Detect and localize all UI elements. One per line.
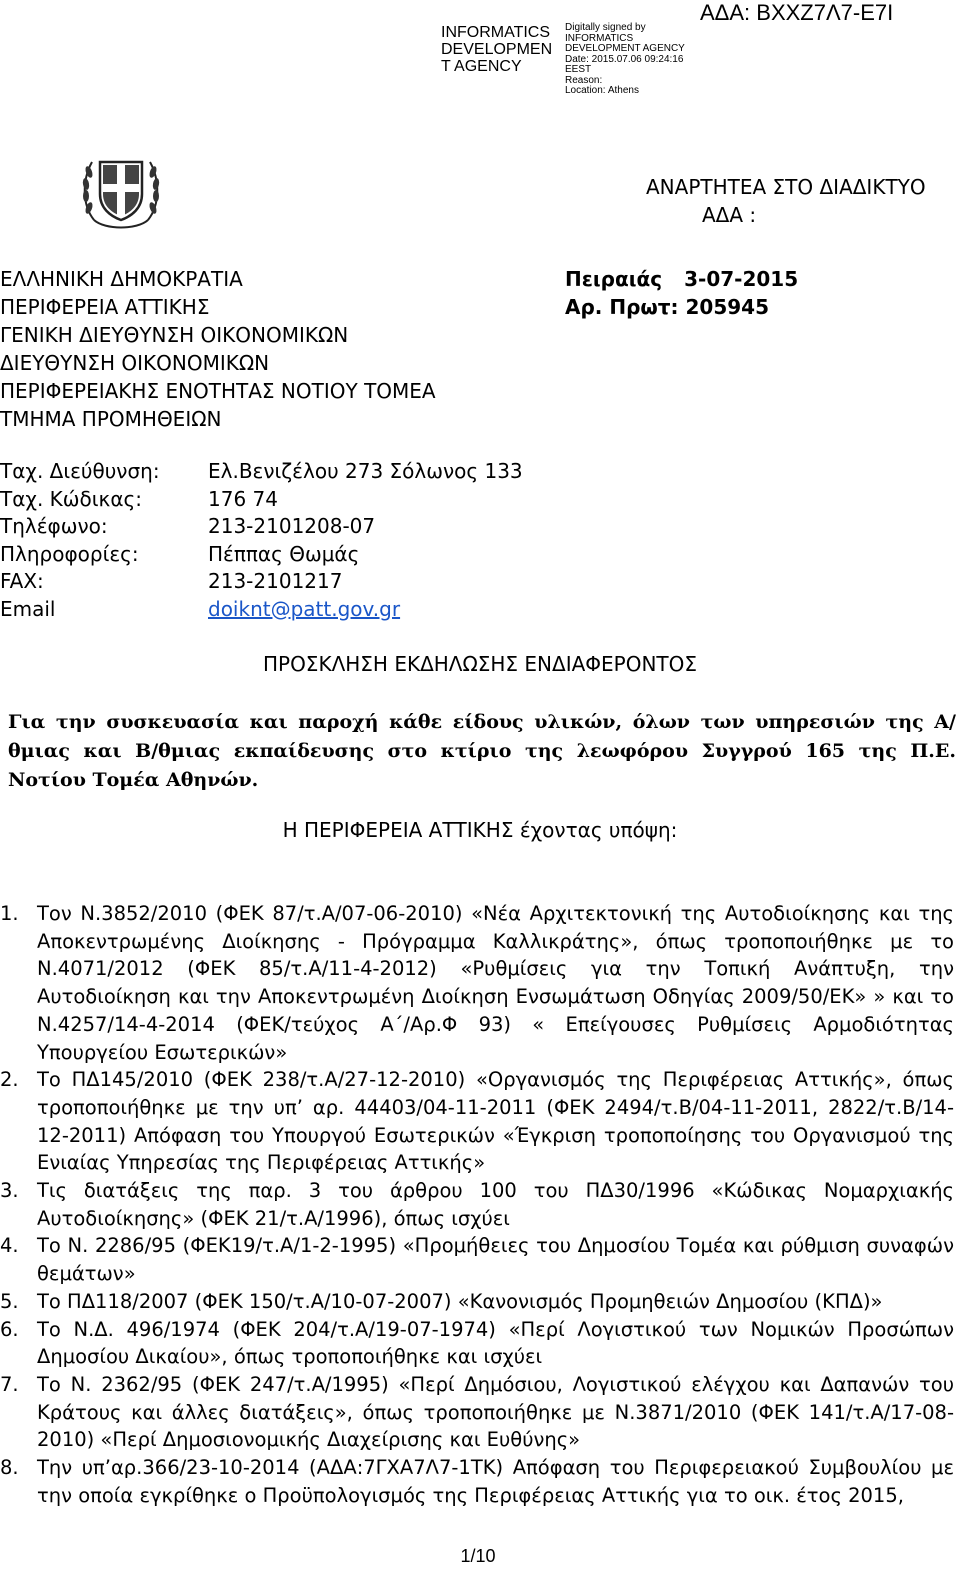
clause-text: Το Ν.Δ. 496/1974 (ΦΕΚ 204/τ.Α/19-07-1974) «Περί Λογιστικού των Νομικών Προσώπων Δημοσίου Δικαίου», όπως τροποποιήθηκε και ισχύει (37, 1317, 954, 1369)
ada-label: ΑΔΑ : (702, 203, 757, 227)
clause-item (0, 900, 954, 1066)
signature-detail-line: Date: 2015.07.06 09:24:16 (565, 53, 684, 65)
document-title: ΠΡΟΣΚΛΗΣΗ ΕΚΔΗΛΩΣΗΣ ΕΝΔΙΑΦΕΡΟΝΤΟΣ (262, 652, 698, 676)
clause-number: 3. (0, 1179, 19, 1203)
clause-text: Το Ν. 2286/95 (ΦΕΚ19/τ.Α/1-2-1995) «Προμήθειες του Δημοσίου Τομέα και ρύθμιση συναφών θεμάτων» (37, 1234, 954, 1286)
agency-line: ΕΛΛΗΝΙΚΗ ΔΗΜΟΚΡΑΤΙΑ (0, 267, 243, 291)
agency-line: ΔΙΕΥΘΥΝΣΗ ΟΙΚΟΝΟΜΙΚΩΝ (0, 351, 270, 375)
signature-signer-name: INFORMATICS DEVELOPMEN T AGENCY (441, 24, 553, 75)
phone-label: Τηλέφωνο: (0, 514, 108, 538)
clause-text: Την υπ’αρ.366/23-10-2014 (ΑΔΑ:7ΓΧΑ7Λ7-1ΤΚ) Απόφαση του Περιφερειακού Συμβουλίου με την οποία εγκρίθηκε ο Προϋπολογισμός της Περιφέρειας Αττικής για το οικ. έτος 2015, (37, 1456, 954, 1507)
clause-text: Τον Ν.3852/2010 (ΦΕΚ 87/τ.Α/07-06-2010) «Νέα Αρχιτεκτονική της Αυτοδιοίκησης και της Αποκεντρωμένης Διοίκησης - Πρόγραμμα Καλλικράτης», όπως τροποποιήθηκε με το Ν.4071/2012 (ΦΕΚ 85/τ.Α/11-4-2012) «Ρυθμίσεις για την Τοπική Ανάπτυξη, την Αυτοδιοίκηση και την Αποκεντρωμένη Διοίκηση Ενσωμάτωση Οδηγίας 2009/50/ΕΚ» » και το Ν.4257/14-4-2014 (ΦΕΚ/τεύχος Α΄/Αρ.Φ 93) « Επείγουσες Ρυθμίσεις Αρμοδιότητας Υπουργείου Εσωτερικών» (37, 902, 954, 1064)
clause-number: 4. (0, 1234, 19, 1258)
signature-details (565, 23, 685, 97)
greek-coat-of-arms-icon (80, 150, 162, 236)
clause-item (0, 1066, 954, 1177)
clause-item (0, 1316, 954, 1371)
phone-value: 213-2101208-07 (208, 514, 376, 538)
agency-line: ΓΕΝΙΚΗ ΔΙΕΥΘΥΝΣΗ ΟΙΚΟΝΟΜΙΚΩΝ (0, 323, 349, 347)
page-number: 1/10 (460, 1546, 496, 1566)
clause-number: 7. (0, 1372, 19, 1396)
email-link[interactable]: doiknt@patt.gov.gr (208, 596, 401, 621)
clause-number: 1. (0, 902, 19, 925)
fax-label: FAX: (0, 569, 44, 593)
info-value: Πέππας Θωμάς (208, 541, 360, 566)
signature-detail-line: Location: Athens (565, 85, 639, 96)
clause-text: Το ΠΔ145/2010 (ΦΕΚ 238/τ.Α/27-12-2010) «Οργανισμός της Περιφέρειας Αττικής», όπως τροποποιήθηκε με την υπ’ αρ. 44403/04-11-2011 (ΦΕΚ 2494/τ.Β/04-11-2011, 2822/τ.Β/14-12-2011) Απόφαση του Υπουργού Εσωτερικών «Έγκριση τροποποίησης του Οργανισμού της Ενιαίας Υπηρεσίας της Περιφέρειας Αττικής» (37, 1068, 954, 1175)
clause-number: 6. (0, 1317, 19, 1341)
clause-text: Το ΠΔ118/2007 (ΦΕΚ 150/τ.Α/10-07-2007) «Κανονισμός Προμηθειών Δημοσίου (ΚΠΔ)» (37, 1289, 883, 1313)
clause-item (0, 1177, 954, 1232)
signature-detail-line: EEST (565, 64, 592, 75)
agency-line: ΠΕΡΙΦΕΡΕΙΑ ΑΤΤΙΚΗΣ (0, 295, 210, 319)
clause-text: Τις διατάξεις της παρ. 3 του άρθρου 100 του ΠΔ30/1996 «Κώδικας Νομαρχιακής Αυτοδιοίκησης» (ΦΕΚ 21/τ.Α/1996), όπως ισχύει (37, 1179, 954, 1230)
clause-number: 5. (0, 1289, 19, 1313)
fax-value: 213-2101217 (208, 569, 343, 593)
clause-item (0, 1454, 954, 1509)
signature-detail-line: DEVELOPMENT AGENCY (565, 43, 685, 54)
protocol-number: Αρ. Πρωτ: 205945 (565, 295, 770, 319)
considering-heading: Η ΠΕΡΙΦΕΡΕΙΑ ΑΤΤΙΚΗΣ έχοντας υπόψη: (282, 818, 678, 842)
place: Πειραιάς (565, 267, 663, 291)
signature-detail-line: Digitally signed by (565, 22, 646, 33)
place-date-block (565, 265, 798, 321)
postcode-value: 176 74 (208, 486, 278, 511)
clauses-list (0, 900, 954, 1509)
agency-line: ΠΕΡΙΦΕΡΕΙΑΚΗΣ ΕΝΟΤΗΤΑΣ ΝΟΤΙΟΥ ΤΟΜΕΑ (0, 379, 436, 403)
clause-number: 8. (0, 1456, 19, 1480)
clause-item (0, 1288, 954, 1316)
document-subject: Για την συσκευασία και παροχή κάθε είδους υλικών, όλων των υπηρεσιών της Α/θμιας και Β/θμιας εκπαίδευσης στο κτίριο της λεωφόρου Συγγρού 165 της Π.Ε. Νοτίου Τομέα Αθηνών. (8, 711, 956, 791)
email-label: Email (0, 596, 56, 621)
clause-item (0, 1232, 954, 1287)
clause-item (0, 1371, 954, 1454)
post-online-label: ΑΝΑΡΤΗΤΕΑ ΣΤΟ ΔΙΑΔΙΚΤΥΟ (646, 175, 926, 199)
agency-header (0, 265, 436, 433)
address-value: Ελ.Βενιζέλου 273 Σόλωνος 133 (208, 459, 523, 483)
signature-detail-line: Reason: (565, 74, 603, 86)
clause-text: Το Ν. 2362/95 (ΦΕΚ 247/τ.Α/1995) «Περί Δημόσιου, Λογιστικού ελέγχου και Δαπανών του Κράτους και άλλες διατάξεις», όπως τροποποιήθηκε με Ν.3871/2010 (ΦΕΚ 141/τ.Α/17-08-2010) «Περί Δημοσιονομικής Διαχείρισης και Ευθύνης» (37, 1372, 954, 1452)
clause-number: 2. (0, 1068, 19, 1092)
signature-detail-line: INFORMATICS (565, 32, 634, 44)
postcode-label: Ταχ. Κώδικας: (0, 486, 142, 511)
info-label: Πληροφορίες: (0, 541, 139, 566)
address-label: Ταχ. Διεύθυνση: (0, 459, 160, 483)
ada-code-header: ΑΔΑ: ΒΧΧΖ7Λ7-Ε7Ι (700, 0, 894, 25)
document-date: 3-07-2015 (684, 267, 799, 291)
agency-line: ΤΜΗΜΑ ΠΡΟΜΗΘΕΙΩΝ (0, 407, 222, 431)
contact-details (0, 458, 523, 623)
